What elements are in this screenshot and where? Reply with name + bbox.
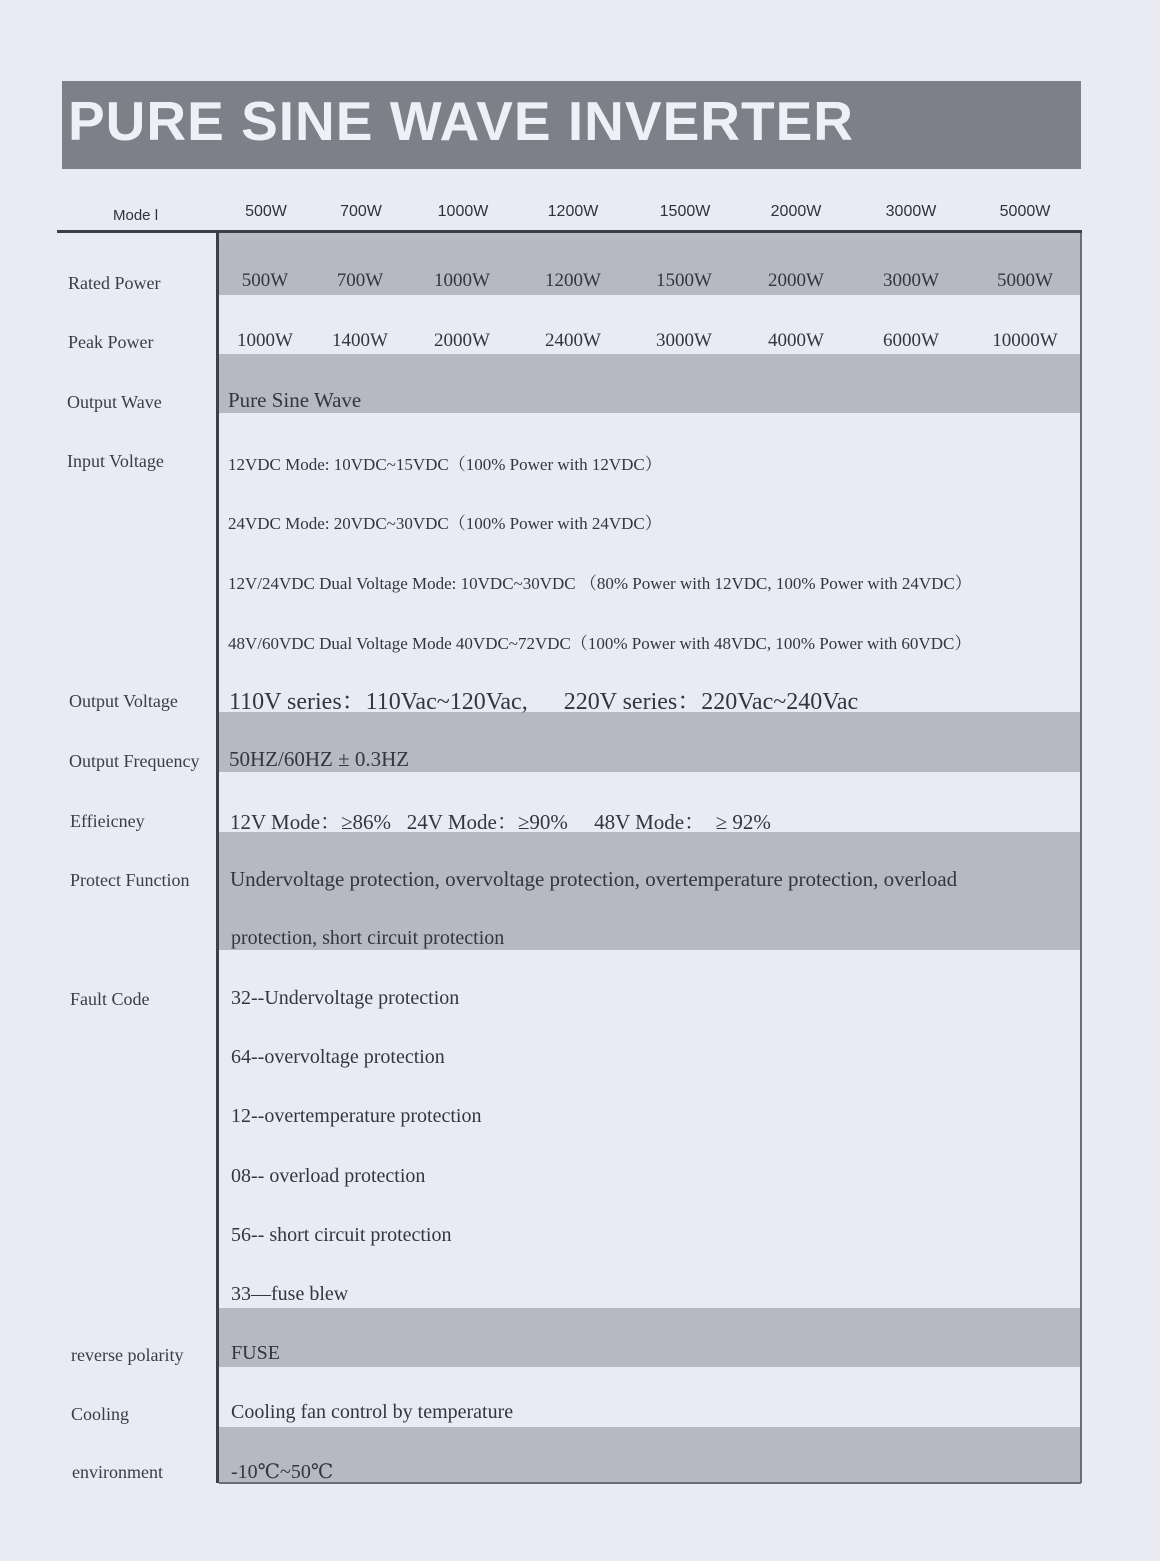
peak-power-cell: 10000W [992,330,1058,351]
peak-power-cell: 6000W [883,330,939,351]
model-col-7: 3000W [885,203,937,220]
input-voltage-line: 12VDC Mode: 10VDC~15VDC（100% Power with 12VDC） [228,455,662,474]
band-reverse-polarity [219,1308,1081,1367]
peak-power-cell: 1400W [332,330,388,351]
rated-power-cell: 2000W [768,270,824,291]
model-col-1: 500W [245,203,287,220]
reverse-polarity-value: FUSE [231,1342,280,1364]
label-output-frequency: Output Frequency [69,751,200,771]
fault-code-line: 56-- short circuit protection [231,1224,452,1246]
rated-power-cell: 1000W [434,270,490,291]
model-col-3: 1000W [437,203,489,220]
input-voltage-line: 12V/24VDC Dual Voltage Mode: 10VDC~30VDC （80% Power with 12VDC, 100% Power with 24VDC） [228,574,972,593]
band-environment [219,1427,1081,1482]
input-voltage-line: 48V/60VDC Dual Voltage Mode 40VDC~72VDC（100% Power with 48VDC, 100% Power with 60VDC） [228,634,972,653]
table-bottom-rule [219,1482,1081,1484]
rated-power-cell: 1200W [545,270,601,291]
label-input-voltage: Input Voltage [67,451,164,471]
model-col-8: 5000W [999,203,1051,220]
fault-code-line: 08-- overload protection [231,1165,426,1187]
model-header-label: Mode l [113,207,159,224]
protect-function-line: protection, short circuit protection [231,927,505,949]
label-reverse-polarity: reverse polarity [71,1345,184,1365]
label-rated-power: Rated Power [68,273,161,293]
model-header-row [0,200,1160,230]
table-top-shade [218,233,1082,241]
protect-function-line: Undervoltage protection, overvoltage protection, overtemperature protection, overload [230,867,958,891]
rated-power-cell: 700W [336,270,384,291]
peak-power-cell: 2400W [545,330,601,351]
rated-power-cell: 1500W [656,270,712,291]
table-divider-line [216,233,219,1483]
environment-value: -10℃~50℃ [231,1461,334,1483]
cooling-value: Cooling fan control by temperature [231,1401,514,1423]
efficiency-value: 12V Mode：≥86% 24V Mode：≥90% 48V Mode： ≥ 92% [230,810,771,834]
peak-power-cell: 2000W [434,330,490,351]
peak-power-cell: 1000W [237,330,293,351]
label-output-wave: Output Wave [67,392,162,412]
fault-code-line: 33—fuse blew [231,1283,349,1305]
label-environment: environment [72,1462,163,1482]
label-efficiency: Effieicney [70,811,145,831]
input-voltage-line: 24VDC Mode: 20VDC~30VDC（100% Power with 24VDC） [228,514,662,533]
output-wave-value: Pure Sine Wave [228,388,362,412]
model-col-5: 1500W [659,203,711,220]
rated-power-cell: 500W [241,270,289,291]
label-protect-function: Protect Function [70,870,190,890]
fault-code-line: 32--Undervoltage protection [231,987,460,1009]
page-title: PURE SINE WAVE INVERTER [68,90,854,152]
fault-code-line: 64--overvoltage protection [231,1046,445,1068]
label-peak-power: Peak Power [68,332,154,352]
rated-power-cell: 5000W [997,270,1053,291]
label-fault-code: Fault Code [70,989,150,1009]
model-col-6: 2000W [770,203,822,220]
fault-code-line: 12--overtemperature protection [231,1105,482,1127]
table-right-border [1080,233,1082,1483]
model-col-2: 700W [340,203,382,220]
model-col-4: 1200W [547,203,599,220]
peak-power-cell: 4000W [768,330,824,351]
label-output-voltage: Output Voltage [69,691,178,711]
rated-power-cell: 3000W [883,270,939,291]
label-cooling: Cooling [71,1404,130,1424]
peak-power-cell: 3000W [656,330,712,351]
output-voltage-value: 110V series：110Vac~120Vac, 220V series：220Vac~240Vac [229,689,859,715]
output-frequency-value: 50HZ/60HZ ± 0.3HZ [229,747,410,771]
